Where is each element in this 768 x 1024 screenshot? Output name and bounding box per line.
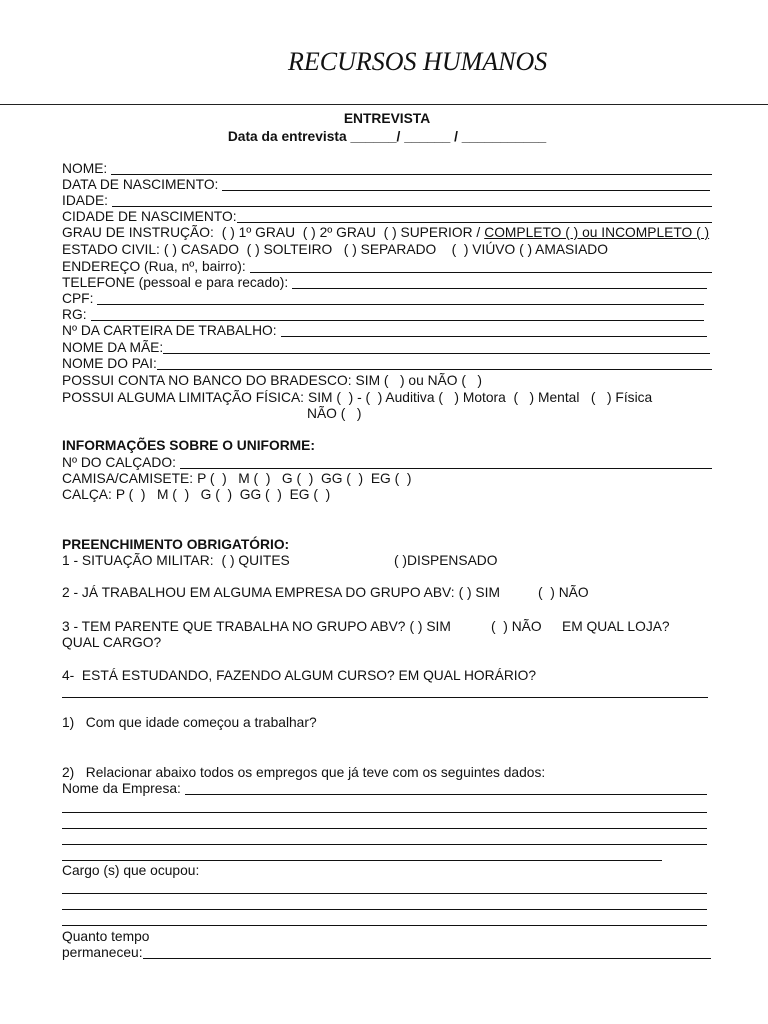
age-blank xyxy=(112,206,712,207)
rg-field xyxy=(62,307,704,323)
company-answer-line xyxy=(62,828,707,829)
studying-question: 4- ESTÁ ESTUDANDO, FAZENDO ALGUM CURSO? EM QUAL HORÁRIO? xyxy=(62,668,537,683)
shoe-size-blank xyxy=(180,468,712,469)
positions-answer-line xyxy=(62,893,707,894)
disability-options: SIM ( ) - ( ) Auditiva ( ) Motora ( ) Mental ( ) Física xyxy=(308,390,653,405)
uniform-heading: INFORMAÇÕES SOBRE O UNIFORME: xyxy=(62,438,315,453)
pants-size-options: P ( ) M ( ) G ( ) GG ( ) EG ( ) xyxy=(115,487,331,502)
company-name-field xyxy=(62,781,707,797)
name-field xyxy=(62,161,712,177)
pants-size-label: CALÇA: xyxy=(62,487,112,502)
mandatory-heading: PREENCHIMENTO OBRIGATÓRIO: xyxy=(62,537,290,552)
rg-blank xyxy=(91,320,704,321)
father-name-blank xyxy=(157,369,712,370)
marital-status-field xyxy=(62,242,608,258)
relative-position-question: QUAL CARGO? xyxy=(62,635,162,650)
interview-date-line xyxy=(6,129,768,145)
duration-field xyxy=(62,945,711,961)
father-name-label: NOME DO PAI: xyxy=(62,356,157,371)
birth-city-label: CIDADE DE NASCIMENTO: xyxy=(62,209,237,224)
bank-account-field xyxy=(62,373,482,389)
cpf-field xyxy=(62,291,704,307)
name-blank xyxy=(111,174,712,175)
worked-at-abv-option-yes: ( ) SIM xyxy=(458,585,500,600)
age-field xyxy=(62,193,712,209)
mother-name-blank xyxy=(163,353,710,354)
company-name-blank xyxy=(185,794,707,795)
cpf-label: CPF: xyxy=(62,291,94,306)
education-options: ( ) 1º GRAU ( ) 2º GRAU ( ) SUPERIOR / xyxy=(221,225,481,240)
studying-answer-line xyxy=(62,697,708,698)
cpf-blank xyxy=(97,304,704,305)
relative-at-abv-option-yes: ( ) SIM xyxy=(409,619,451,634)
positions-answer-line xyxy=(62,925,707,926)
age-label: IDADE: xyxy=(62,193,108,208)
phone-label: TELEFONE (pessoal e para recado): xyxy=(62,275,289,290)
shirt-size-label: CAMISA/CAMISETE: xyxy=(62,471,194,486)
header-divider xyxy=(0,104,768,105)
father-name-field xyxy=(62,356,712,372)
work-card-field xyxy=(62,323,707,339)
shoe-size-label: Nº DO CALÇADO: xyxy=(62,455,176,470)
worked-at-abv-option-no: ( ) NÃO xyxy=(538,585,589,600)
interview-date-label: Data da entrevista xyxy=(227,129,347,144)
address-blank xyxy=(250,272,712,273)
birth-date-label: DATA DE NASCIMENTO: xyxy=(62,177,219,192)
address-field xyxy=(62,259,712,275)
worked-at-abv-field xyxy=(62,585,500,601)
company-answer-line xyxy=(62,812,707,813)
worked-at-abv-label: 2 - JÁ TRABALHOU EM ALGUMA EMPRESA DO GRUPO ABV: xyxy=(62,585,455,600)
education-completion-options: COMPLETO ( ) ou INCOMPLETO ( ) xyxy=(484,225,710,240)
name-label: NOME: xyxy=(62,161,108,176)
rg-label: RG: xyxy=(62,307,87,322)
relative-at-abv-field xyxy=(62,619,451,635)
positions-answer-line xyxy=(62,909,707,910)
education-label: GRAU DE INSTRUÇÃO: xyxy=(62,225,214,240)
birth-date-blank xyxy=(222,190,710,191)
mother-name-label: NOME DA MÃE: xyxy=(62,340,164,355)
relative-at-abv-label: 3 - TEM PARENTE QUE TRABALHA NO GRUPO ABV? xyxy=(62,619,406,634)
company-answer-line xyxy=(62,860,662,861)
education-field xyxy=(62,225,709,241)
phone-blank xyxy=(292,288,707,289)
disability-label: POSSUI ALGUMA LIMITAÇÃO FÍSICA: xyxy=(62,390,305,405)
military-option-quites: ( ) QUITES xyxy=(221,553,290,568)
mother-name-field xyxy=(62,340,710,356)
page-title: RECURSOS HUMANOS xyxy=(288,47,548,76)
birth-city-blank xyxy=(237,222,712,223)
address-label: ENDEREÇO (Rua, nº, bairro): xyxy=(62,259,246,274)
marital-status-label: ESTADO CIVIL: xyxy=(62,242,160,257)
shoe-size-field xyxy=(62,455,712,471)
relative-store-question: EM QUAL LOJA? xyxy=(562,619,670,634)
bank-account-label: POSSUI CONTA NO BANCO DO BRADESCO: xyxy=(62,373,352,388)
company-name-label: Nome da Empresa: xyxy=(62,781,181,796)
disability-field xyxy=(62,390,652,406)
positions-held-label: Cargo (s) que ocupou: xyxy=(62,863,200,878)
interview-date-blanks: ______/ ______ / ___________ xyxy=(350,129,547,144)
previous-jobs-question: 2) Relacionar abaixo todos os empregos que já teve com os seguintes dados: xyxy=(62,765,546,780)
birth-date-field xyxy=(62,177,710,193)
work-card-label: Nº DA CARTEIRA DE TRABALHO: xyxy=(62,323,277,338)
duration-label-line1: Quanto tempo xyxy=(62,929,150,944)
start-age-question: 1) Com que idade começou a trabalhar? xyxy=(62,715,317,730)
relative-at-abv-option-no: ( ) NÃO xyxy=(491,619,542,634)
interview-title: ENTREVISTA xyxy=(343,111,431,126)
marital-status-options: ( ) CASADO ( ) SOLTEIRO ( ) SEPARADO ( ) VIÚVO ( ) AMASIADO xyxy=(163,242,608,257)
shirt-size-options: P ( ) M ( ) G ( ) GG ( ) EG ( ) xyxy=(197,471,412,486)
company-answer-line xyxy=(62,844,707,845)
work-card-blank xyxy=(281,336,707,337)
shirt-size-field xyxy=(62,471,411,487)
duration-blank xyxy=(143,958,711,959)
bank-account-options: SIM ( ) ou NÃO ( ) xyxy=(355,373,483,388)
disability-no-option: NÃO ( ) xyxy=(307,406,362,421)
military-status-field xyxy=(62,553,290,569)
birth-city-field xyxy=(62,209,712,225)
military-option-dispensado: ( )DISPENSADO xyxy=(394,553,498,568)
military-status-label: 1 - SITUAÇÃO MILITAR: xyxy=(62,553,214,568)
duration-label-line2: permaneceu: xyxy=(62,945,143,960)
phone-field xyxy=(62,275,707,291)
pants-size-field xyxy=(62,487,330,503)
